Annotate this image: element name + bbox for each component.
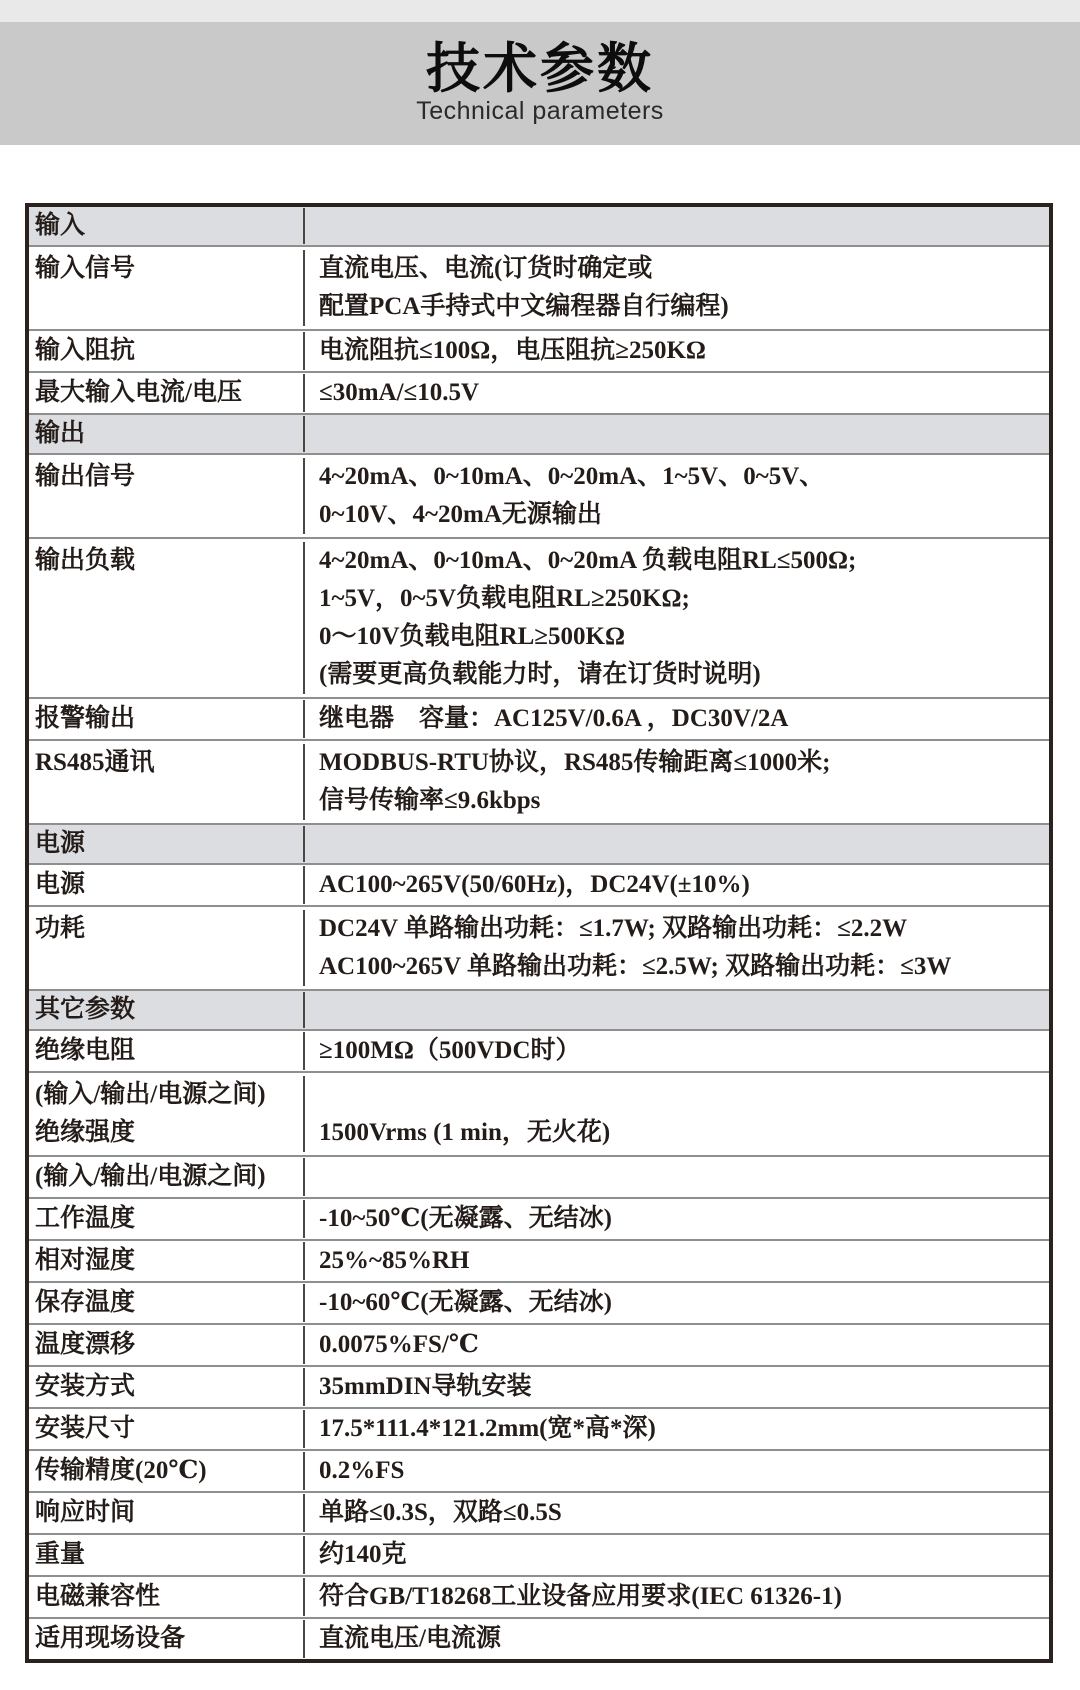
param-label: 温度漂移 xyxy=(35,1331,136,1358)
param-value-cell xyxy=(305,1284,1049,1322)
param-label-cell xyxy=(29,1536,305,1574)
param-value-cell xyxy=(305,1200,1049,1238)
param-value: 0.0075%FS/℃ xyxy=(319,1331,479,1358)
param-value: AC100~265V(50/60Hz)，DC24V(±10%) xyxy=(319,871,750,898)
param-label: 报警输出 xyxy=(35,705,136,732)
section-label: 输入 xyxy=(35,212,86,239)
param-value-cell xyxy=(305,866,1049,904)
param-value: MODBUS-RTU协议，RS485传输距离≤1000米; xyxy=(319,749,831,776)
param-label: 最大输入电流/电压 xyxy=(35,379,242,406)
param-label-cell xyxy=(29,1368,305,1406)
param-label-cell xyxy=(29,866,305,904)
section-label: 其它参数 xyxy=(35,996,136,1023)
section-label-cell xyxy=(29,826,305,862)
section-value-cell xyxy=(305,826,1049,862)
param-label: 输入阻抗 xyxy=(35,337,136,364)
param-value-cell xyxy=(305,250,1049,326)
row-mounting-method xyxy=(29,1367,1049,1409)
param-label: 相对湿度 xyxy=(35,1247,136,1274)
row-output-signal xyxy=(29,455,1049,539)
param-label-cell xyxy=(29,700,305,738)
param-value-cell xyxy=(305,1326,1049,1364)
param-value: 约140克 xyxy=(319,1541,407,1568)
param-value: ≥100MΩ（500VDC时） xyxy=(319,1037,581,1064)
section-label-cell xyxy=(29,208,305,244)
param-value: -10~60℃(无凝露、无结冰) xyxy=(319,1289,612,1316)
param-label-cell xyxy=(29,1494,305,1532)
param-label-cell xyxy=(29,744,305,820)
row-power-consumption xyxy=(29,907,1049,991)
param-label-cell xyxy=(29,1578,305,1616)
param-label: 适用现场设备 xyxy=(35,1625,186,1652)
row-input-signal xyxy=(29,247,1049,331)
param-label-cell xyxy=(29,1158,305,1196)
param-value: 1~5V，0~5V负载电阻RL≥250KΩ; xyxy=(319,585,690,612)
param-value: 4~20mA、0~10mA、0~20mA、1~5V、0~5V、 xyxy=(319,463,825,490)
param-label: 保存温度 xyxy=(35,1289,136,1316)
technical-parameters-table xyxy=(25,203,1053,1663)
param-value: 直流电压、电流(订货时确定或 xyxy=(319,255,653,282)
page-subtitle: Technical parameters xyxy=(416,97,664,125)
page-title: 技术参数 xyxy=(426,39,654,99)
row-weight xyxy=(29,1535,1049,1577)
param-value: 17.5*111.4*121.2mm(宽*高*深) xyxy=(319,1415,656,1442)
top-margin-strip xyxy=(0,0,1080,22)
param-label: 安装方式 xyxy=(35,1373,136,1400)
section-value-cell xyxy=(305,992,1049,1028)
param-value: 0～10V负载电阻RL≥500KΩ xyxy=(319,623,625,650)
param-label: RS485通讯 xyxy=(35,749,155,776)
param-value: DC24V 单路输出功耗：≤1.7W; 双路输出功耗：≤2.2W xyxy=(319,915,908,942)
section-label: 电源 xyxy=(35,830,86,857)
param-value-cell xyxy=(305,1410,1049,1448)
param-label-cell xyxy=(29,250,305,326)
section-label: 输出 xyxy=(35,420,86,447)
param-value: 继电器 容量：AC125V/0.6A ，DC30V/2A xyxy=(319,705,789,732)
param-value: (需要更高负载能力时，请在订货时说明) xyxy=(319,661,761,688)
param-value-cell xyxy=(305,1242,1049,1280)
param-label-cell xyxy=(29,374,305,412)
row-alarm-output xyxy=(29,699,1049,741)
section-value-cell xyxy=(305,416,1049,452)
row-between-io-power xyxy=(29,1157,1049,1199)
param-value: -10~50℃(无凝露、无结冰) xyxy=(319,1205,612,1232)
section-label-cell xyxy=(29,992,305,1028)
param-label: 工作温度 xyxy=(35,1205,136,1232)
param-value: 电流阻抗≤100Ω，电压阻抗≥250KΩ xyxy=(319,337,706,364)
param-label: (输入/输出/电源之间) xyxy=(35,1163,266,1190)
param-label: 重量 xyxy=(35,1541,86,1568)
param-label-cell xyxy=(29,542,305,694)
param-value: 35mmDIN导轨安装 xyxy=(319,1373,532,1400)
param-value: 直流电压/电流源 xyxy=(319,1625,501,1652)
section-row-other-params xyxy=(29,991,1049,1031)
param-value-cell xyxy=(305,910,1049,986)
param-value-cell xyxy=(305,374,1049,412)
row-temp-drift xyxy=(29,1325,1049,1367)
row-storage-temp xyxy=(29,1283,1049,1325)
row-transmission-accuracy xyxy=(29,1451,1049,1493)
param-label-cell xyxy=(29,1032,305,1070)
param-label-cell xyxy=(29,1620,305,1658)
param-label: 功耗 xyxy=(35,915,86,942)
param-value-cell xyxy=(305,1536,1049,1574)
param-value: 单路≤0.3S，双路≤0.5S xyxy=(319,1499,562,1526)
param-label: 绝缘电阻 xyxy=(35,1037,136,1064)
row-response-time xyxy=(29,1493,1049,1535)
param-label-cell xyxy=(29,1284,305,1322)
param-value: 0.2%FS xyxy=(319,1457,405,1484)
param-label-cell xyxy=(29,910,305,986)
section-row-input xyxy=(29,207,1049,247)
row-emc xyxy=(29,1577,1049,1619)
param-value: 信号传输率≤9.6kbps xyxy=(319,787,541,814)
param-label-cell xyxy=(29,1452,305,1490)
row-power-supply xyxy=(29,865,1049,907)
param-label: 安装尺寸 xyxy=(35,1415,136,1442)
param-value-cell xyxy=(305,1032,1049,1070)
param-value-cell xyxy=(305,1158,1049,1196)
param-label: 传输精度(20℃) xyxy=(35,1457,207,1484)
section-row-output xyxy=(29,415,1049,455)
param-value xyxy=(319,1076,1041,1114)
param-label: 输出负载 xyxy=(35,547,136,574)
param-value: ≤30mA/≤10.5V xyxy=(319,379,480,406)
param-label-qualifier: (输入/输出/电源之间) xyxy=(35,1081,266,1108)
param-label-cell xyxy=(29,1326,305,1364)
param-value: 0~10V、4~20mA无源输出 xyxy=(319,501,602,528)
param-label: 电源 xyxy=(35,871,86,898)
param-value-cell xyxy=(305,1076,1049,1152)
page-header xyxy=(0,22,1080,145)
row-insulation-resistance xyxy=(29,1031,1049,1073)
param-label: 响应时间 xyxy=(35,1499,136,1526)
param-label-cell xyxy=(29,332,305,370)
row-applicable-devices xyxy=(29,1619,1049,1659)
row-max-input-current-voltage xyxy=(29,373,1049,415)
param-value: 配置PCA手持式中文编程器自行编程) xyxy=(319,293,729,320)
param-value-cell xyxy=(305,1368,1049,1406)
row-operating-temp xyxy=(29,1199,1049,1241)
param-label: 电磁兼容性 xyxy=(35,1583,161,1610)
param-value-cell xyxy=(305,542,1049,694)
param-label: 输出信号 xyxy=(35,463,136,490)
param-value-cell xyxy=(305,332,1049,370)
row-relative-humidity xyxy=(29,1241,1049,1283)
section-value-cell xyxy=(305,208,1049,244)
param-value-cell xyxy=(305,1494,1049,1532)
row-mounting-size xyxy=(29,1409,1049,1451)
row-output-load xyxy=(29,539,1049,699)
param-value-cell xyxy=(305,700,1049,738)
param-label: 绝缘强度 xyxy=(35,1119,136,1146)
row-insulation-strength xyxy=(29,1073,1049,1157)
section-label-cell xyxy=(29,416,305,452)
param-value-cell xyxy=(305,458,1049,534)
param-value: 符合GB/T18268工业设备应用要求(IEC 61326-1) xyxy=(319,1583,842,1610)
param-value: 25%~85%RH xyxy=(319,1247,470,1274)
param-label-cell xyxy=(29,1076,305,1152)
param-value-cell xyxy=(305,1578,1049,1616)
param-label-cell xyxy=(29,1242,305,1280)
param-label-cell xyxy=(29,458,305,534)
param-value: 4~20mA、0~10mA、0~20mA 负载电阻RL≤500Ω; xyxy=(319,547,857,574)
param-label-cell xyxy=(29,1410,305,1448)
param-value-cell xyxy=(305,744,1049,820)
param-value: 1500Vrms (1 min，无火花) xyxy=(319,1119,611,1146)
param-label-cell xyxy=(29,1200,305,1238)
param-value-cell xyxy=(305,1452,1049,1490)
section-row-power xyxy=(29,825,1049,865)
param-value-cell xyxy=(305,1620,1049,1658)
row-input-impedance xyxy=(29,331,1049,373)
param-label: 输入信号 xyxy=(35,255,136,282)
param-value: AC100~265V 单路输出功耗：≤2.5W; 双路输出功耗：≤3W xyxy=(319,953,952,980)
row-rs485-comm xyxy=(29,741,1049,825)
